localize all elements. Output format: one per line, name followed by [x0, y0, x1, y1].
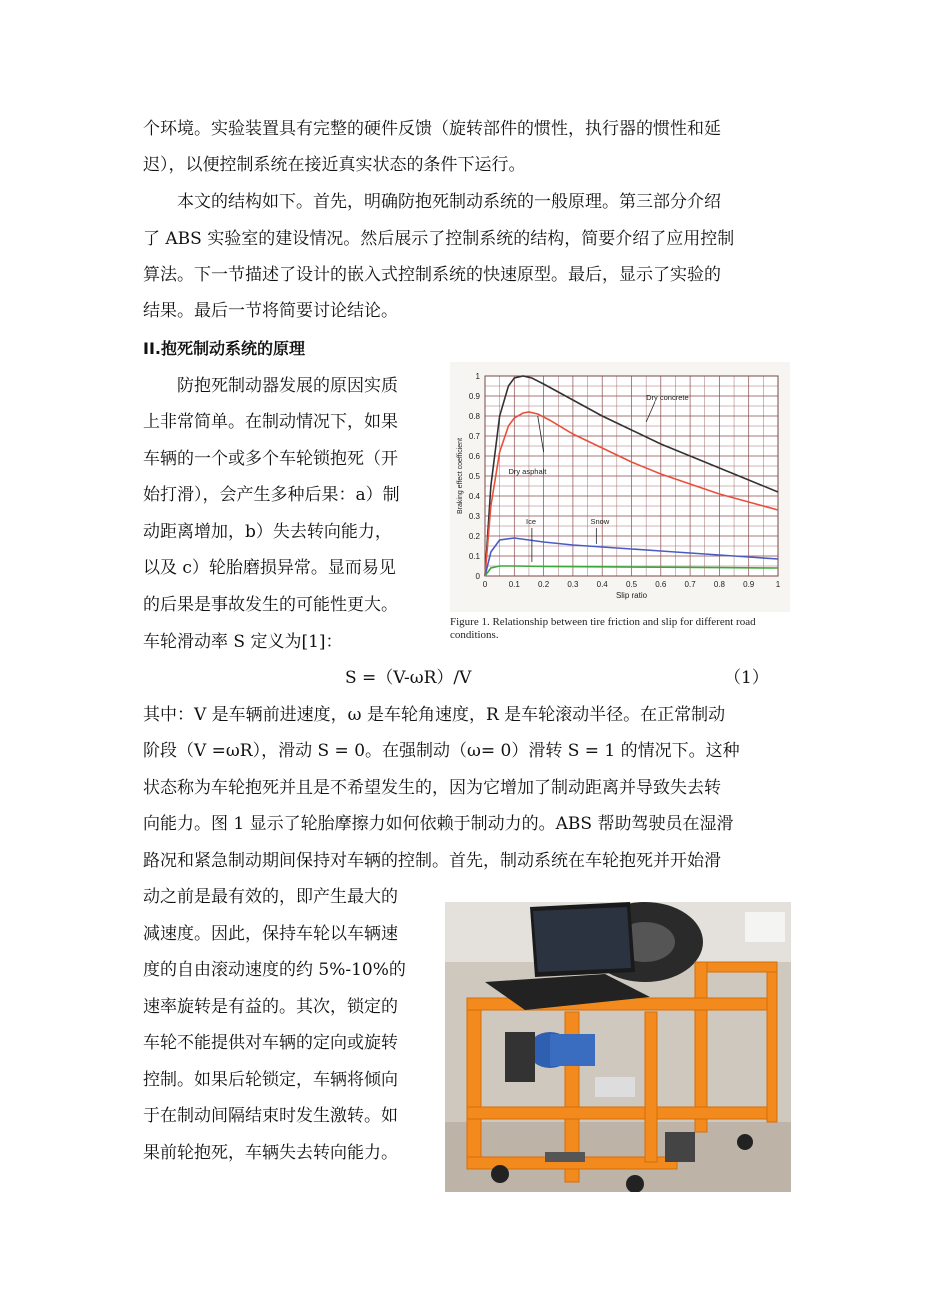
y-tick-label: 0 — [475, 572, 480, 581]
annotation-label: Snow — [590, 517, 610, 526]
x-tick-label: 0.2 — [538, 580, 550, 589]
text-line: 控制。如果后轮锁定，车辆将倾向 — [143, 1070, 398, 1090]
text-line: 速率旋转是有益的。其次，锁定的 — [143, 997, 398, 1017]
x-tick-label: 0 — [482, 580, 488, 589]
friction-slip-chart — [450, 362, 790, 612]
text-line: 动距离增加，b）失去转向能力， — [143, 522, 392, 542]
x-tick-label: 0.6 — [655, 580, 667, 589]
x-tick-label: 0.1 — [508, 580, 520, 589]
text-line: 个环境。实验装置具有完整的硬件反馈（旋转部件的惯性，执行器的惯性和延 — [143, 119, 721, 139]
text-line: 状态称为车轮抱死并且是不希望发生的，因为它增加了制动距离并导致失去转 — [143, 778, 721, 798]
equation-number: （1） — [724, 668, 769, 688]
text-line: 车轮不能提供对车辆的定向或旋转 — [143, 1033, 398, 1053]
text-line: 其中：V 是车辆前进速度，ω 是车轮角速度，R 是车轮滚动半径。在正常制动 — [143, 705, 726, 725]
equation: S =（V-ωR）/V — [345, 668, 472, 688]
x-tick-label: 0.4 — [596, 580, 608, 589]
y-tick-label: 0.4 — [468, 492, 480, 501]
x-tick-label: 1 — [775, 580, 781, 589]
text-line: 了 ABS 实验室的建设情况。然后展示了控制系统的结构，简要介绍了应用控制 — [143, 229, 735, 249]
annotation-label: Dry concrete — [646, 393, 689, 402]
x-tick-label: 0.9 — [743, 580, 755, 589]
text-line: 路况和紧急制动期间保持对车辆的控制。首先，制动系统在车轮抱死并开始滑 — [143, 851, 721, 871]
x-tick-label: 0.7 — [684, 580, 696, 589]
y-tick-label: 0.1 — [468, 552, 480, 561]
x-tick-label: 0.3 — [567, 580, 579, 589]
text-line: 以及 c）轮胎磨损异常。显而易见 — [143, 558, 396, 578]
text-line: 防抱死制动器发展的原因实质 — [143, 376, 398, 396]
text-line: 始打滑），会产生多种后果：a）制 — [143, 485, 400, 505]
text-line: 向能力。图 1 显示了轮胎摩擦力如何依赖于制动力的。ABS 帮助驾驶员在湿滑 — [143, 814, 734, 834]
text-line: 减速度。因此，保持车轮以车辆速 — [143, 924, 398, 944]
text-line: 阶段（V =ωR），滑动 S = 0。在强制动（ω= 0）滑转 S = 1 的情况下。这种 — [143, 741, 740, 761]
y-tick-label: 0.8 — [468, 412, 480, 421]
y-tick-label: 1 — [475, 372, 480, 381]
text-line: 的后果是事故发生的可能性更大。 — [143, 595, 398, 615]
text-line: 车辆的一个或多个车轮锁抱死（开 — [143, 449, 398, 469]
text-line: 动之前是最有效的，即产生最大的 — [143, 887, 398, 907]
text-line: 结果。最后一节将简要讨论结论。 — [143, 301, 398, 321]
x-axis-label: Slip ratio — [615, 591, 648, 600]
test-rig-illustration — [445, 902, 791, 1192]
abs-test-rig-photo — [445, 902, 791, 1192]
annotation-label: Dry asphalt — [508, 467, 547, 476]
text-line: 本文的结构如下。首先，明确防抱死制动系统的一般原理。第三部分介绍 — [143, 192, 721, 212]
text-line: 上非常简单。在制动情况下，如果 — [143, 412, 398, 432]
text-line: 果前轮抱死，车辆失去转向能力。 — [143, 1143, 398, 1163]
x-tick-label: 0.8 — [713, 580, 725, 589]
x-tick-label: 0.5 — [625, 580, 638, 589]
y-tick-label: 0.7 — [468, 432, 480, 441]
y-tick-label: 0.3 — [468, 512, 480, 521]
y-tick-label: 0.9 — [468, 392, 480, 401]
text-line: 迟），以便控制系统在接近真实状态的条件下运行。 — [143, 155, 526, 175]
text-line: 算法。下一节描述了设计的嵌入式控制系统的快速原型。最后，显示了实验的 — [143, 265, 721, 285]
y-tick-label: 0.5 — [468, 472, 480, 481]
y-axis-label: Braking effect coefficient — [457, 437, 464, 515]
y-tick-label: 0.6 — [468, 452, 480, 461]
figure-1 — [450, 362, 790, 612]
text-line: 于在制动间隔结束时发生激转。如 — [143, 1106, 398, 1126]
figure-1-caption: Figure 1. Relationship between tire friction and slip for different road conditions. — [450, 616, 756, 641]
section-heading: II.抱死制动系统的原理 — [143, 339, 305, 358]
text-line: 车轮滑动率 S 定义为[1]： — [143, 632, 343, 652]
y-tick-label: 0.2 — [468, 532, 480, 541]
text-line: 度的自由滚动速度的约 5%-10%的 — [143, 960, 406, 980]
annotation-label: Ice — [526, 517, 537, 526]
